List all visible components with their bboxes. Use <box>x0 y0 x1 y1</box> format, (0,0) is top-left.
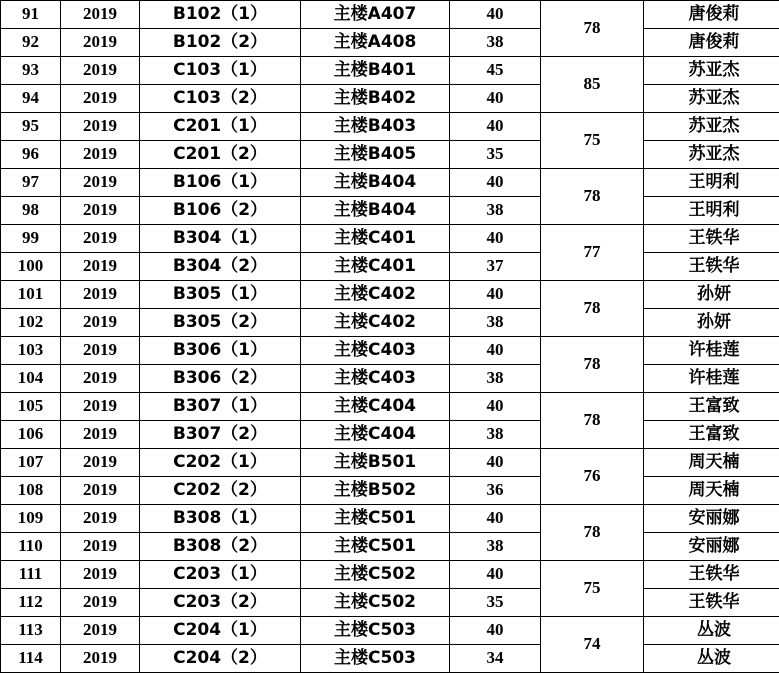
cell-teacher: 王富致 <box>644 393 779 421</box>
cell-teacher: 唐俊莉 <box>644 1 779 29</box>
cell-course-code: B307（2） <box>140 421 301 449</box>
table-row <box>1 505 779 533</box>
schedule-table-body <box>1 1 779 673</box>
cell-year: 2019 <box>61 225 140 253</box>
cell-number: 106 <box>1 421 61 449</box>
cell-teacher: 苏亚杰 <box>644 85 779 113</box>
cell-year: 2019 <box>61 561 140 589</box>
cell-course-code: B106（1） <box>140 169 301 197</box>
table-row <box>1 197 779 225</box>
cell-number: 93 <box>1 57 61 85</box>
cell-course-code: C203（2） <box>140 589 301 617</box>
cell-course-code: B304（2） <box>140 253 301 281</box>
cell-student-count: 40 <box>450 281 541 309</box>
cell-number: 108 <box>1 477 61 505</box>
cell-student-count: 36 <box>450 477 541 505</box>
cell-course-code: B305（1） <box>140 281 301 309</box>
table-row <box>1 113 779 141</box>
cell-capacity: 77 <box>541 225 644 281</box>
cell-capacity: 78 <box>541 505 644 561</box>
cell-course-code: B306（1） <box>140 337 301 365</box>
cell-classroom: 主楼C401 <box>301 253 450 281</box>
cell-student-count: 40 <box>450 393 541 421</box>
cell-classroom: 主楼C403 <box>301 337 450 365</box>
cell-teacher: 苏亚杰 <box>644 57 779 85</box>
cell-teacher: 周天楠 <box>644 449 779 477</box>
cell-course-code: C103（1） <box>140 57 301 85</box>
table-row <box>1 589 779 617</box>
cell-number: 99 <box>1 225 61 253</box>
cell-number: 113 <box>1 617 61 645</box>
cell-student-count: 40 <box>450 449 541 477</box>
cell-number: 112 <box>1 589 61 617</box>
cell-number: 92 <box>1 29 61 57</box>
cell-year: 2019 <box>61 477 140 505</box>
cell-number: 107 <box>1 449 61 477</box>
cell-capacity: 74 <box>541 617 644 673</box>
cell-teacher: 许桂莲 <box>644 337 779 365</box>
cell-classroom: 主楼B404 <box>301 169 450 197</box>
cell-number: 101 <box>1 281 61 309</box>
cell-number: 91 <box>1 1 61 29</box>
cell-number: 94 <box>1 85 61 113</box>
cell-number: 114 <box>1 645 61 673</box>
cell-classroom: 主楼C501 <box>301 505 450 533</box>
cell-year: 2019 <box>61 113 140 141</box>
cell-course-code: C204（2） <box>140 645 301 673</box>
cell-student-count: 38 <box>450 421 541 449</box>
cell-course-code: B102（2） <box>140 29 301 57</box>
cell-teacher: 王铁华 <box>644 225 779 253</box>
cell-course-code: C202（1） <box>140 449 301 477</box>
table-row <box>1 225 779 253</box>
cell-classroom: 主楼C402 <box>301 309 450 337</box>
cell-year: 2019 <box>61 253 140 281</box>
cell-student-count: 34 <box>450 645 541 673</box>
cell-capacity: 75 <box>541 561 644 617</box>
cell-classroom: 主楼A407 <box>301 1 450 29</box>
cell-course-code: C201（2） <box>140 141 301 169</box>
cell-student-count: 35 <box>450 141 541 169</box>
table-row <box>1 337 779 365</box>
cell-classroom: 主楼B502 <box>301 477 450 505</box>
cell-year: 2019 <box>61 337 140 365</box>
cell-student-count: 38 <box>450 197 541 225</box>
cell-number: 110 <box>1 533 61 561</box>
cell-number: 102 <box>1 309 61 337</box>
table-row <box>1 645 779 673</box>
table-row <box>1 281 779 309</box>
cell-year: 2019 <box>61 589 140 617</box>
table-row <box>1 393 779 421</box>
cell-year: 2019 <box>61 449 140 477</box>
cell-student-count: 45 <box>450 57 541 85</box>
cell-classroom: 主楼C404 <box>301 393 450 421</box>
cell-classroom: 主楼B403 <box>301 113 450 141</box>
cell-year: 2019 <box>61 85 140 113</box>
table-row <box>1 309 779 337</box>
cell-teacher: 王富致 <box>644 421 779 449</box>
table-row <box>1 141 779 169</box>
cell-classroom: 主楼C501 <box>301 533 450 561</box>
cell-course-code: B305（2） <box>140 309 301 337</box>
cell-number: 96 <box>1 141 61 169</box>
table-row <box>1 365 779 393</box>
cell-capacity: 78 <box>541 281 644 337</box>
cell-year: 2019 <box>61 365 140 393</box>
table-row <box>1 449 779 477</box>
cell-student-count: 40 <box>450 337 541 365</box>
cell-student-count: 37 <box>450 253 541 281</box>
cell-teacher: 唐俊莉 <box>644 29 779 57</box>
cell-course-code: B306（2） <box>140 365 301 393</box>
cell-student-count: 40 <box>450 169 541 197</box>
table-row <box>1 477 779 505</box>
cell-year: 2019 <box>61 645 140 673</box>
cell-classroom: 主楼B401 <box>301 57 450 85</box>
cell-student-count: 35 <box>450 589 541 617</box>
table-row <box>1 1 779 29</box>
cell-classroom: 主楼C404 <box>301 421 450 449</box>
cell-student-count: 38 <box>450 29 541 57</box>
cell-classroom: 主楼C503 <box>301 617 450 645</box>
cell-capacity: 78 <box>541 1 644 57</box>
cell-student-count: 40 <box>450 1 541 29</box>
cell-course-code: C201（1） <box>140 113 301 141</box>
cell-number: 111 <box>1 561 61 589</box>
cell-classroom: 主楼C403 <box>301 365 450 393</box>
cell-student-count: 40 <box>450 617 541 645</box>
cell-year: 2019 <box>61 309 140 337</box>
cell-number: 109 <box>1 505 61 533</box>
cell-number: 97 <box>1 169 61 197</box>
cell-number: 104 <box>1 365 61 393</box>
cell-classroom: 主楼C401 <box>301 225 450 253</box>
table-row <box>1 29 779 57</box>
cell-year: 2019 <box>61 1 140 29</box>
cell-year: 2019 <box>61 281 140 309</box>
cell-student-count: 40 <box>450 505 541 533</box>
cell-student-count: 38 <box>450 309 541 337</box>
cell-classroom: 主楼B501 <box>301 449 450 477</box>
cell-course-code: B308（1） <box>140 505 301 533</box>
cell-classroom: 主楼B402 <box>301 85 450 113</box>
cell-number: 103 <box>1 337 61 365</box>
cell-student-count: 38 <box>450 365 541 393</box>
cell-classroom: 主楼B404 <box>301 197 450 225</box>
cell-teacher: 苏亚杰 <box>644 113 779 141</box>
cell-year: 2019 <box>61 617 140 645</box>
cell-teacher: 王铁华 <box>644 253 779 281</box>
cell-course-code: C202（2） <box>140 477 301 505</box>
table-row <box>1 421 779 449</box>
cell-year: 2019 <box>61 29 140 57</box>
table-row <box>1 169 779 197</box>
cell-course-code: B307（1） <box>140 393 301 421</box>
cell-number: 100 <box>1 253 61 281</box>
cell-student-count: 40 <box>450 225 541 253</box>
cell-teacher: 安丽娜 <box>644 505 779 533</box>
cell-capacity: 85 <box>541 57 644 113</box>
cell-student-count: 40 <box>450 85 541 113</box>
cell-student-count: 40 <box>450 561 541 589</box>
cell-classroom: 主楼A408 <box>301 29 450 57</box>
cell-teacher: 丛波 <box>644 645 779 673</box>
cell-teacher: 王明利 <box>644 169 779 197</box>
cell-year: 2019 <box>61 393 140 421</box>
cell-teacher: 王明利 <box>644 197 779 225</box>
cell-course-code: C203（1） <box>140 561 301 589</box>
cell-year: 2019 <box>61 57 140 85</box>
cell-teacher: 孙妍 <box>644 281 779 309</box>
table-row <box>1 57 779 85</box>
cell-teacher: 许桂莲 <box>644 365 779 393</box>
cell-year: 2019 <box>61 197 140 225</box>
cell-number: 95 <box>1 113 61 141</box>
cell-year: 2019 <box>61 505 140 533</box>
table-row <box>1 533 779 561</box>
cell-capacity: 78 <box>541 337 644 393</box>
cell-student-count: 38 <box>450 533 541 561</box>
cell-teacher: 苏亚杰 <box>644 141 779 169</box>
cell-classroom: 主楼C502 <box>301 589 450 617</box>
cell-capacity: 78 <box>541 169 644 225</box>
cell-number: 105 <box>1 393 61 421</box>
cell-capacity: 76 <box>541 449 644 505</box>
table-row <box>1 253 779 281</box>
cell-teacher: 周天楠 <box>644 477 779 505</box>
cell-course-code: C204（1） <box>140 617 301 645</box>
table-row <box>1 617 779 645</box>
cell-classroom: 主楼C502 <box>301 561 450 589</box>
cell-year: 2019 <box>61 421 140 449</box>
cell-teacher: 丛波 <box>644 617 779 645</box>
table-row <box>1 561 779 589</box>
cell-course-code: B304（1） <box>140 225 301 253</box>
cell-course-code: B102（1） <box>140 1 301 29</box>
cell-course-code: B106（2） <box>140 197 301 225</box>
cell-course-code: C103（2） <box>140 85 301 113</box>
cell-year: 2019 <box>61 141 140 169</box>
cell-classroom: 主楼C402 <box>301 281 450 309</box>
cell-classroom: 主楼C503 <box>301 645 450 673</box>
cell-course-code: B308（2） <box>140 533 301 561</box>
cell-capacity: 78 <box>541 393 644 449</box>
table-row <box>1 85 779 113</box>
cell-capacity: 75 <box>541 113 644 169</box>
cell-classroom: 主楼B405 <box>301 141 450 169</box>
cell-number: 98 <box>1 197 61 225</box>
cell-teacher: 孙妍 <box>644 309 779 337</box>
cell-teacher: 王铁华 <box>644 589 779 617</box>
cell-teacher: 王铁华 <box>644 561 779 589</box>
cell-student-count: 40 <box>450 113 541 141</box>
cell-teacher: 安丽娜 <box>644 533 779 561</box>
cell-year: 2019 <box>61 169 140 197</box>
cell-year: 2019 <box>61 533 140 561</box>
